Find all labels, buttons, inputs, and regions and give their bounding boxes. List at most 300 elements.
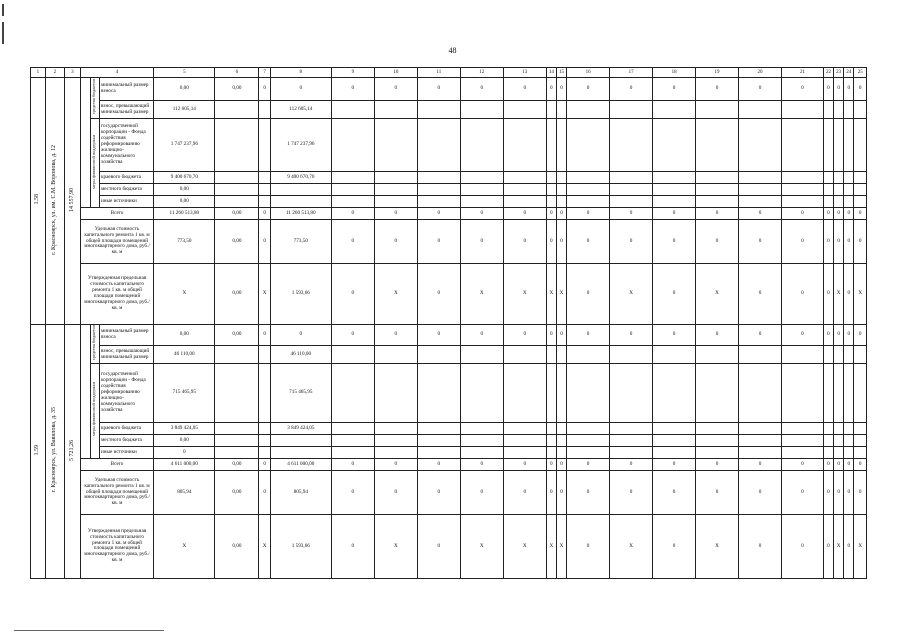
row-label: Удельная стоимость капитального ремонта 1 кв. м общей площади помещений многоквартирного дома, руб./кв. м <box>80 470 154 514</box>
value-cell <box>556 346 566 364</box>
value-cell: 0 <box>782 325 824 346</box>
value-cell <box>259 434 270 446</box>
value-cell <box>417 119 460 172</box>
value-cell <box>215 346 259 364</box>
header-cell: 6 <box>215 68 259 78</box>
empty-cell <box>80 325 90 459</box>
value-cell <box>546 422 556 434</box>
value-cell: 0 <box>653 470 696 514</box>
block-number: 1.59 <box>31 325 46 579</box>
value-cell <box>834 446 844 458</box>
value-cell: 0 <box>782 458 824 470</box>
value-cell <box>331 119 374 172</box>
value-cell <box>556 422 566 434</box>
value-cell <box>844 101 854 119</box>
value-cell <box>782 172 824 184</box>
value-cell: 1 593,66 <box>270 264 331 325</box>
header-cell: 5 <box>154 68 215 78</box>
value-cell <box>567 172 610 184</box>
value-cell: 0 <box>834 220 844 264</box>
value-cell: 0 <box>653 220 696 264</box>
value-cell <box>854 446 867 458</box>
value-cell: 0 <box>460 470 503 514</box>
value-cell <box>331 101 374 119</box>
value-cell <box>215 196 259 208</box>
value-cell <box>556 363 566 422</box>
value-cell <box>503 172 546 184</box>
value-cell: 1 593,66 <box>270 514 331 578</box>
value-cell <box>844 422 854 434</box>
value-cell <box>739 434 782 446</box>
header-cell: 10 <box>374 68 417 78</box>
value-cell: 112 605,14 <box>270 101 331 119</box>
value-cell: 46 110,00 <box>270 346 331 364</box>
empty-cell <box>80 78 90 208</box>
value-cell: 0 <box>823 220 833 264</box>
value-cell <box>503 196 546 208</box>
value-cell: 0 <box>331 458 374 470</box>
value-cell <box>215 184 259 196</box>
value-cell: 0 <box>374 458 417 470</box>
row-label: местного бюджета <box>99 434 153 446</box>
value-cell: X <box>546 514 556 578</box>
value-cell: X <box>610 264 653 325</box>
value-cell: 0 <box>567 325 610 346</box>
value-cell: 0 <box>653 264 696 325</box>
value-cell <box>546 101 556 119</box>
value-cell <box>696 101 739 119</box>
value-cell: 0 <box>823 208 833 220</box>
value-cell: 0 <box>556 208 566 220</box>
table-row <box>31 422 867 434</box>
header-cell: 13 <box>503 68 546 78</box>
value-cell <box>854 434 867 446</box>
value-cell: 0 <box>696 470 739 514</box>
value-cell: 0 <box>556 458 566 470</box>
value-cell <box>782 184 824 196</box>
value-cell <box>610 446 653 458</box>
value-cell <box>259 172 270 184</box>
value-cell: 0 <box>331 264 374 325</box>
value-cell: 0 <box>503 458 546 470</box>
value-cell: 0 <box>374 470 417 514</box>
value-cell: 0 <box>546 325 556 346</box>
value-cell <box>823 422 833 434</box>
value-cell: 0 <box>739 470 782 514</box>
value-cell: 0 <box>610 78 653 101</box>
value-cell <box>215 363 259 422</box>
value-cell: 0 <box>374 208 417 220</box>
value-cell <box>834 184 844 196</box>
value-cell <box>556 101 566 119</box>
header-cell: 15 <box>556 68 566 78</box>
value-cell: 0 <box>696 325 739 346</box>
value-cell <box>503 184 546 196</box>
value-cell: 0 <box>331 514 374 578</box>
value-cell: 0,00 <box>215 458 259 470</box>
value-cell <box>696 434 739 446</box>
table-row <box>31 119 867 172</box>
value-cell: 0 <box>546 220 556 264</box>
value-cell <box>259 196 270 208</box>
header-cell: 11 <box>417 68 460 78</box>
table-row <box>31 434 867 446</box>
value-cell <box>259 422 270 434</box>
value-cell <box>374 184 417 196</box>
block-address: г. Красноярск, ул. Вавилова, д. 35 <box>45 325 64 579</box>
value-cell <box>844 434 854 446</box>
value-cell <box>556 119 566 172</box>
value-cell: 0 <box>844 470 854 514</box>
value-cell: 0 <box>610 325 653 346</box>
value-cell <box>331 363 374 422</box>
value-cell <box>331 172 374 184</box>
row-label: минимальный размер взноса <box>99 325 153 346</box>
value-cell: X <box>503 264 546 325</box>
header-cell: 1 <box>31 68 46 78</box>
value-cell <box>782 446 824 458</box>
value-cell <box>417 422 460 434</box>
row-label: взнос, превышающий минимальный размер <box>99 346 153 364</box>
value-cell: 0 <box>739 264 782 325</box>
value-cell: 0 <box>834 458 844 470</box>
value-cell <box>823 196 833 208</box>
value-cell: 0 <box>844 514 854 578</box>
header-cell: 17 <box>610 68 653 78</box>
value-cell: 0,00 <box>215 220 259 264</box>
table-row <box>31 220 867 264</box>
scan-edge-marks <box>2 0 4 640</box>
value-cell <box>556 196 566 208</box>
value-cell <box>739 119 782 172</box>
value-cell <box>739 172 782 184</box>
support-group-label: меры финансовой поддержки <box>90 363 99 458</box>
value-cell: X <box>154 264 215 325</box>
value-cell: 3 849 424,05 <box>154 422 215 434</box>
value-cell: 0 <box>556 78 566 101</box>
row-label: иные источники <box>99 196 153 208</box>
value-cell <box>739 346 782 364</box>
value-cell <box>374 172 417 184</box>
value-cell <box>696 446 739 458</box>
value-cell: 11 260 513,80 <box>270 208 331 220</box>
value-cell: 0,00 <box>215 264 259 325</box>
value-cell <box>782 363 824 422</box>
table-row <box>31 101 867 119</box>
value-cell <box>653 101 696 119</box>
value-cell <box>696 172 739 184</box>
value-cell <box>331 446 374 458</box>
value-cell: 0 <box>460 220 503 264</box>
value-cell: 0 <box>259 458 270 470</box>
value-cell <box>823 184 833 196</box>
value-cell <box>844 172 854 184</box>
value-cell <box>567 363 610 422</box>
value-cell <box>331 346 374 364</box>
header-cell: 21 <box>782 68 824 78</box>
value-cell <box>653 172 696 184</box>
value-cell <box>844 196 854 208</box>
table-row <box>31 458 867 470</box>
value-cell <box>567 346 610 364</box>
value-cell <box>503 101 546 119</box>
value-cell: X <box>154 514 215 578</box>
value-cell <box>556 446 566 458</box>
value-cell <box>546 184 556 196</box>
value-cell <box>610 346 653 364</box>
value-cell: 0,00 <box>154 184 215 196</box>
value-cell: 0,00 <box>154 434 215 446</box>
table-row <box>31 470 867 514</box>
value-cell: X <box>854 264 867 325</box>
value-cell: 0 <box>417 208 460 220</box>
value-cell <box>546 346 556 364</box>
value-cell: X <box>259 264 270 325</box>
value-cell: 0 <box>739 78 782 101</box>
value-cell: 0 <box>854 470 867 514</box>
value-cell <box>546 196 556 208</box>
value-cell <box>460 172 503 184</box>
value-cell: 0 <box>782 208 824 220</box>
value-cell <box>610 101 653 119</box>
value-cell <box>854 346 867 364</box>
header-cell: 19 <box>696 68 739 78</box>
value-cell: 0 <box>823 264 833 325</box>
value-cell <box>823 446 833 458</box>
table-row <box>31 514 867 578</box>
value-cell: 805,94 <box>270 470 331 514</box>
value-cell <box>503 346 546 364</box>
value-cell: X <box>854 514 867 578</box>
block-number: 1.58 <box>31 78 46 325</box>
value-cell <box>460 119 503 172</box>
value-cell: 0 <box>696 220 739 264</box>
value-cell: 0 <box>610 470 653 514</box>
value-cell: 0 <box>653 325 696 346</box>
value-cell: 0 <box>823 470 833 514</box>
value-cell <box>374 101 417 119</box>
value-cell <box>854 196 867 208</box>
value-cell <box>844 363 854 422</box>
header-cell: 16 <box>567 68 610 78</box>
value-cell: 0 <box>834 325 844 346</box>
page-number: 48 <box>448 46 457 55</box>
value-cell <box>696 119 739 172</box>
value-cell: 0 <box>503 220 546 264</box>
value-cell <box>546 363 556 422</box>
header-cell: 3 <box>64 68 80 78</box>
value-cell <box>696 346 739 364</box>
value-cell: 0 <box>417 220 460 264</box>
row-label: государственной корпорации - Фонда содействия реформированию жилищно-коммунального хозяйства <box>99 363 153 422</box>
value-cell: 773,50 <box>270 220 331 264</box>
value-cell: 0 <box>567 78 610 101</box>
value-cell: 0 <box>834 208 844 220</box>
value-cell: X <box>610 514 653 578</box>
table-row <box>31 208 867 220</box>
value-cell <box>854 184 867 196</box>
table-row <box>31 446 867 458</box>
value-cell: 0 <box>503 470 546 514</box>
value-cell <box>696 196 739 208</box>
value-cell <box>460 196 503 208</box>
value-cell: 0 <box>696 458 739 470</box>
value-cell <box>503 119 546 172</box>
value-cell <box>653 196 696 208</box>
value-cell: 9 400 670,70 <box>270 172 331 184</box>
value-cell: 0,00 <box>154 78 215 101</box>
value-cell: 0 <box>556 325 566 346</box>
value-cell <box>215 119 259 172</box>
value-cell: 0 <box>546 458 556 470</box>
value-cell: 0,00 <box>215 514 259 578</box>
value-cell: 0 <box>556 220 566 264</box>
value-cell: 0 <box>270 325 331 346</box>
value-cell: X <box>374 514 417 578</box>
capital-repair-table <box>30 67 867 579</box>
value-cell: X <box>834 514 844 578</box>
value-cell <box>546 434 556 446</box>
value-cell <box>417 446 460 458</box>
value-cell: X <box>696 514 739 578</box>
value-cell: 0 <box>460 458 503 470</box>
value-cell <box>844 346 854 364</box>
value-cell <box>215 422 259 434</box>
value-cell <box>854 172 867 184</box>
value-cell <box>374 446 417 458</box>
value-cell: 715 465,95 <box>154 363 215 422</box>
value-cell <box>823 119 833 172</box>
value-cell: 0 <box>696 208 739 220</box>
value-cell: 0 <box>417 325 460 346</box>
header-cell: 9 <box>331 68 374 78</box>
value-cell: 0 <box>460 208 503 220</box>
value-cell: 0 <box>823 325 833 346</box>
value-cell <box>374 363 417 422</box>
value-cell <box>854 101 867 119</box>
header-cell: 12 <box>460 68 503 78</box>
value-cell <box>374 422 417 434</box>
table-row <box>31 184 867 196</box>
value-cell <box>844 446 854 458</box>
value-cell <box>653 346 696 364</box>
table-row <box>31 172 867 184</box>
value-cell: 0 <box>567 458 610 470</box>
value-cell <box>739 196 782 208</box>
value-cell <box>823 101 833 119</box>
value-cell: 0 <box>331 325 374 346</box>
value-cell: 0 <box>844 208 854 220</box>
block-area: 5 721,26 <box>64 325 80 579</box>
value-cell: 0 <box>653 458 696 470</box>
value-cell <box>653 119 696 172</box>
table-row <box>31 325 867 346</box>
value-cell <box>460 434 503 446</box>
value-cell <box>834 346 844 364</box>
value-cell <box>782 434 824 446</box>
value-cell: 0 <box>546 208 556 220</box>
budget-group-label: средства бюджетов <box>90 78 99 119</box>
value-cell <box>834 363 844 422</box>
value-cell: 0,00 <box>215 208 259 220</box>
value-cell <box>567 422 610 434</box>
value-cell <box>854 119 867 172</box>
budget-group-label: средства бюджетов <box>90 325 99 364</box>
value-cell: X <box>259 514 270 578</box>
value-cell: 46 110,00 <box>154 346 215 364</box>
value-cell: 3 849 424,05 <box>270 422 331 434</box>
value-cell <box>331 196 374 208</box>
value-cell <box>610 422 653 434</box>
value-cell <box>739 184 782 196</box>
value-cell <box>331 422 374 434</box>
value-cell <box>823 172 833 184</box>
value-cell: 9 400 670,70 <box>154 172 215 184</box>
value-cell <box>259 184 270 196</box>
value-cell: X <box>696 264 739 325</box>
value-cell <box>782 101 824 119</box>
value-cell <box>331 184 374 196</box>
value-cell: 0 <box>331 208 374 220</box>
value-cell: 0 <box>460 78 503 101</box>
value-cell: 0 <box>154 446 215 458</box>
value-cell <box>834 434 844 446</box>
value-cell <box>782 196 824 208</box>
value-cell: X <box>556 514 566 578</box>
value-cell: 0 <box>546 470 556 514</box>
value-cell <box>610 434 653 446</box>
value-cell <box>834 101 844 119</box>
header-cell: 8 <box>270 68 331 78</box>
value-cell <box>215 101 259 119</box>
row-label: Всего <box>80 458 154 470</box>
value-cell <box>823 346 833 364</box>
value-cell <box>270 184 331 196</box>
table-row <box>31 78 867 101</box>
value-cell: 0 <box>739 458 782 470</box>
value-cell <box>696 422 739 434</box>
value-cell <box>460 101 503 119</box>
value-cell: 0 <box>834 470 844 514</box>
value-cell: 0 <box>823 458 833 470</box>
value-cell: 0 <box>610 458 653 470</box>
value-cell <box>782 422 824 434</box>
value-cell: 0 <box>331 220 374 264</box>
value-cell: 0 <box>567 220 610 264</box>
value-cell <box>374 196 417 208</box>
value-cell: 0,00 <box>215 470 259 514</box>
value-cell <box>331 434 374 446</box>
value-cell <box>460 363 503 422</box>
value-cell: 0 <box>844 458 854 470</box>
value-cell: 1 747 237,96 <box>270 119 331 172</box>
value-cell <box>653 446 696 458</box>
value-cell <box>610 363 653 422</box>
value-cell <box>417 172 460 184</box>
value-cell: X <box>546 264 556 325</box>
value-cell: 0 <box>653 78 696 101</box>
value-cell <box>546 172 556 184</box>
value-cell <box>823 363 833 422</box>
value-cell <box>503 434 546 446</box>
value-cell: 0 <box>844 264 854 325</box>
value-cell <box>739 363 782 422</box>
value-cell: 0 <box>844 220 854 264</box>
value-cell: 0 <box>610 220 653 264</box>
value-cell <box>460 346 503 364</box>
value-cell <box>259 346 270 364</box>
support-group-label: меры финансовой поддержки <box>90 119 99 208</box>
